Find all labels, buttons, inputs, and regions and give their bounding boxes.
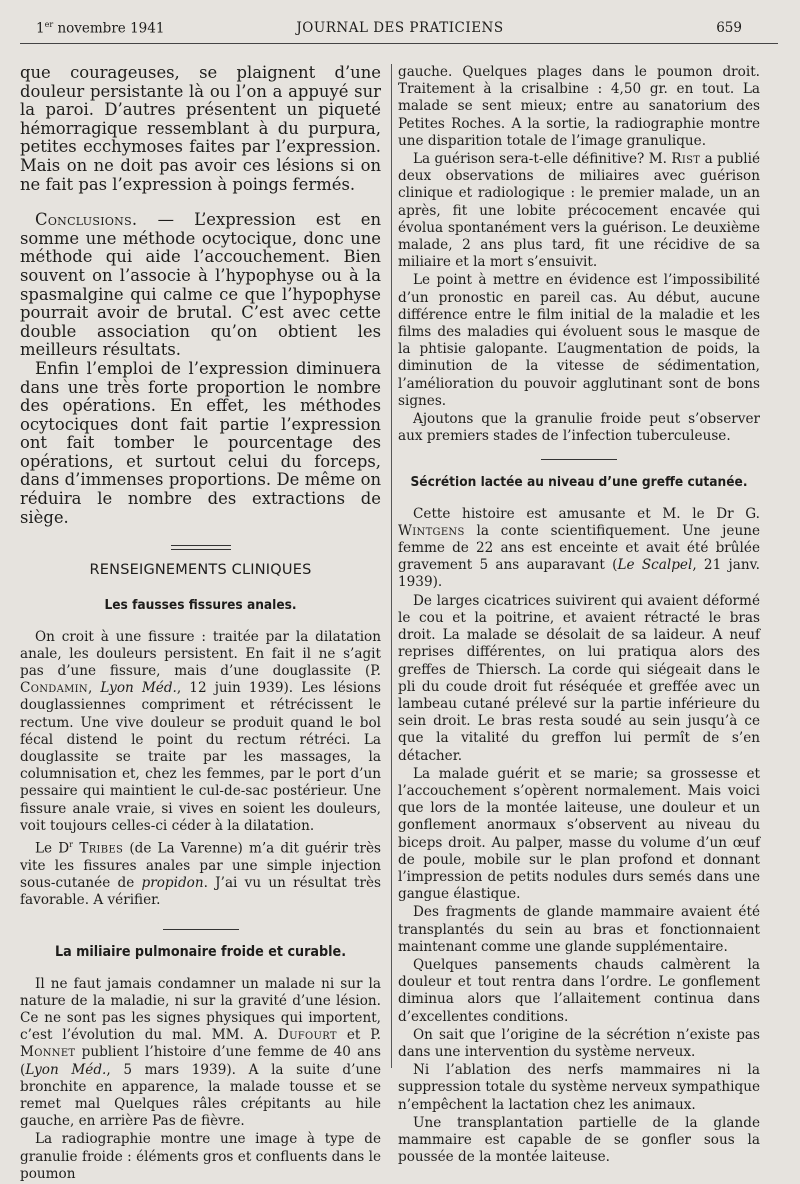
separator [163,929,239,930]
text: , [87,680,101,697]
article-title-miliaire: La miliaire pulmonaire froide et curable. [54,944,347,961]
text: , 5 mars 1939). A la suite d’une bronchite en apparence, la malade tousse et se remet mal Quelques râles crépitants au hile gauche, en arrière Pas de fièvre. [20,1061,381,1130]
journal-ref: Lyon Méd. [100,680,177,697]
paragraph: Quelques pansements chauds calmèrent la douleur et tout rentra dans l’ordre. Le gonflement diminua alors que l’allaitement continua dans d’excellentes conditions. [398,956,760,1025]
paragraph [20,629,381,835]
text: et P. [336,1027,381,1044]
header-rule [20,43,778,44]
journal-title: JOURNAL DES PRATICIENS [296,20,504,36]
expression-article-end [20,64,381,527]
journal-ref: Le Scalpel [617,557,693,574]
journal-ref: Lyon Méd. [25,1061,107,1078]
text: publient l’histoire d’une femme de 40 ans ( [20,1044,381,1078]
paragraph: Le point à mettre en évidence est l’impossibilité d’un pronostic en pareil cas. Au début, aucune différence entre le film initial de la maladie et les films des maladies qui évoluent sous le masque de la phtisie galopante. L’augmentation de poids, la diminution de la vitesse de sédimentation, l’amélioration du pouvoir agglutinant sont de bons signes. [398,272,760,409]
text: . J’ai vu un résultat très favorable. A vérifier. [20,875,382,909]
text: , 12 juin 1939). Les lésions douglassiennes compriment et rétrécissent le rectum. Une vive douleur se produit quand le bol fécal distend le point du rectum rétréci. La douglassite se traite par les massages, la columnisation et, chez les femmes, par le port d’un pessaire qui maintient le cul-de-sac postérieur. Une fissure anale vraie, si vives en soient les douleurs, voit toujours celles-ci céder à la dilatation. [20,680,381,834]
paragraph: que courageuses, se plaignent d’une douleur persistante là ou l’on a appuyé sur la paroi. D’autres présentent un piqueté hémorragique ressemblant à du purpura, petites ecchymoses faites par l’expression. Mais on ne doit pas avoir ces lésions si on ne fait pas l’expression à poings fermés. [20,63,381,194]
conclusions-label: Conclusions. [35,210,138,230]
paragraph [398,151,760,271]
paragraph [398,506,760,592]
author-name: Dufourt [277,1027,337,1044]
page-number: 659 [716,20,742,36]
separator [541,459,617,460]
paragraph: On sait que l’origine de la sécrétion n’existe pas dans une intervention du système nerveux. [398,1026,760,1060]
article-title-fissures: Les fausses fissures anales. [104,597,297,614]
paragraph: De larges cicatrices suivirent qui avaient déformé le cou et la poitrine, et avaient rétracté le bras droit. La malade se désolait de sa laideur. A neuf reprises différentes, on lui pratiqua alors des greffes de Thiersch. La corde qui siégeait dans le pli du coude droit fut réséquée et greffée avec un lambeau cutané prélevé sur la partie inférieure du sein droit. Le bras resta soudé au sein jusqu’à ce que la vitalité du greffon lui permît de s’en détacher. [398,592,760,764]
double-separator [171,545,231,550]
date-ordinal: er [44,20,54,29]
section-title: RENSEIGNEMENTS CLINIQUES [89,562,312,579]
author-name: Rist [671,151,701,168]
text: La guérison sera-t-elle définitive? M. [413,151,672,168]
paragraph: Une transplantation partielle de la glande mammaire est capable de se gonfler sous la poussée de la montée laiteuse. [398,1114,760,1166]
paragraph [20,836,381,909]
paragraph: La radiographie montre une image à type de granulie froide : éléments gros et confluents dans le poumon [20,1131,381,1182]
text: On croit à une fissure : traitée par la dilatation anale, les douleurs persistent. En fait il ne s’agit pas d’une fissure, mais d’une douglassite (P. [20,628,381,680]
drug-name: propidon [141,875,204,892]
date-day: 1 [36,20,45,37]
text: (de La Varenne) m’a dit guérir très vite les fissures anales par une simple injection sous-cutanée de [20,840,382,892]
left-column [20,64,381,1184]
paragraph: Ni l’ablation des nerfs mammaires ni la suppression totale du système nerveux sympathique n’empêchent la lactation chez les animaux. [398,1062,760,1113]
text: r [69,840,73,850]
right-column [398,64,760,1167]
author-name: Tribes [72,840,124,857]
text: , 21 janv. 1939). [398,557,760,591]
paragraph: gauche. Quelques plages dans le poumon droit. Traitement à la crisalbine : 4,50 gr. en tout. La malade se sent mieux; entre au sanatorium des Petites Roches. A la sortie, la radiographie montre une disparition totale de l’image granulique. [398,64,760,149]
paragraph: Enfin l’emploi de l’expression diminuera dans une très forte proportion le nombre des opérations. En effet, les méthodes ocytociques dont fait partie l’expression ont fait tomber le pourcentage des opérations, et surtout celui du forceps, dans d’immenses proportions. De même on réduira le nombre des extractions de siège. [20,358,381,527]
paragraph: Ajoutons que la granulie froide peut s’observer aux premiers stades de l’infection tuberculeuse. [398,411,760,445]
date-month-year: novembre 1941 [53,20,165,37]
conclusions-paragraph [20,211,381,360]
text: Le D [35,840,70,857]
text: Cette histoire est amusante et M. le Dr G. [413,505,760,522]
author-name: Wintgens [398,522,465,539]
article-title-secretion: Sécrétion lactée au niveau d’une greffe cutanée. [410,474,748,491]
author-name: Condamin [20,680,88,697]
text: la conte scientifiquement. Une jeune femme de 22 ans est enceinte et avait été brûlée gravement 5 ans auparavant ( [398,522,760,574]
text: a publié deux observations de miliaires avec guérison clinique et radiologique : le premier malade, un an après, fit une lobite précocement encavée qui évolua spontanément vers la guérison. Le deuxième malade, 2 ans plus tard, fit une récidive de sa miliaire et la mort s’ensuivit. [398,151,760,271]
page-header [22,20,778,42]
paragraph [20,976,381,1131]
paragraph: Des fragments de glande mammaire avaient été transplantés du sein au bras et fonctionnaient maintenant comme une glande supplémentaire. [398,904,760,955]
column-divider [391,64,392,1068]
conclusions-text: — L’expression est en somme une méthode ocytocique, donc une méthode qui aide l’accouchement. Bien souvent on l’associe à l’hypophyse ou à la spasmalgine qui calme ce que l’hypophyse pourrait avoir de brutal. C’est avec cette double association qu’on obtient les meilleurs résultats. [20,210,381,360]
text: Il ne faut jamais condamner un malade ni sur la nature de la maladie, ni sur la gravité d’une lésion. Ce ne sont pas les signes physiques qui importent, c’est l’évolution du mal. MM. A. [20,975,381,1044]
author-name: Monnet [20,1044,76,1061]
paragraph: La malade guérit et se marie; sa grossesse et l’accouchement s’opèrent normalement. Mais voici que lors de la montée laiteuse, une douleur et un gonflement anormaux s’observent au niveau du biceps droit. Au palper, masse du volume d’un œuf de poule, mobile sur le plan profond et donnant l’impression de petits nodules durs semés dans une gangue élastique. [398,765,760,903]
